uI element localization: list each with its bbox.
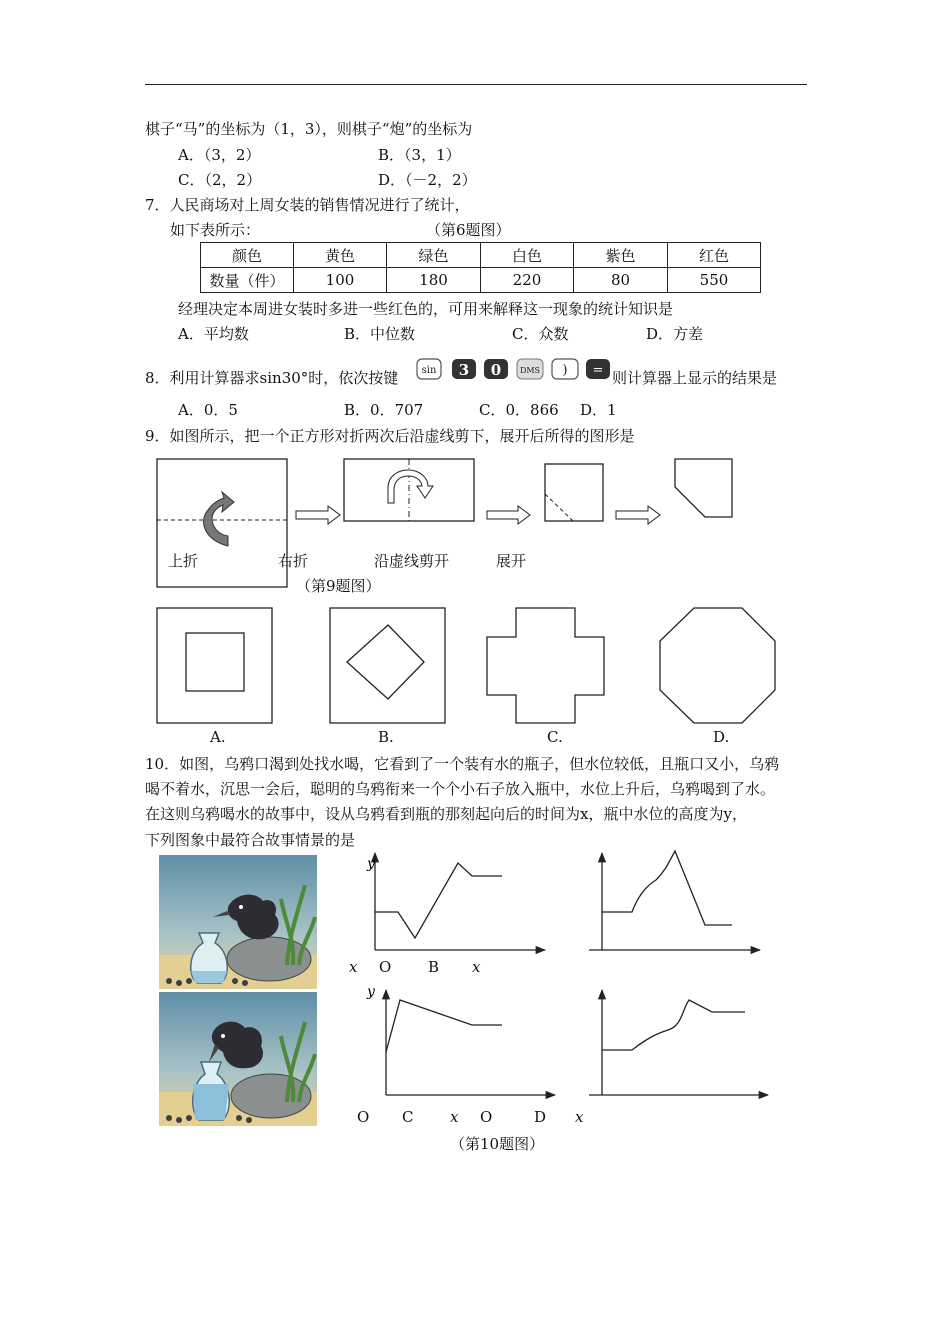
q9-stem: 9．如图所示，把一个正方形对折两次后沿虚线剪下，展开后所得的图形是: [145, 427, 635, 445]
graph-axis-label: B: [428, 958, 440, 976]
table-cell: 550: [668, 268, 761, 293]
table-cell: 80: [574, 268, 668, 293]
table-cell: 220: [481, 268, 574, 293]
graph-2: [589, 851, 760, 950]
table-cell: 颜色: [201, 243, 294, 268]
q7-intro: 如下表所示：: [170, 221, 261, 239]
table-cell: 白色: [481, 243, 574, 268]
key-label: DMS: [519, 366, 541, 375]
key-label: 3: [458, 361, 470, 379]
table-cell: 紫色: [574, 243, 668, 268]
q8-option-c: C．0．866: [479, 401, 559, 419]
option-label: D.: [713, 728, 730, 746]
y-axis-label: y: [367, 856, 375, 872]
q10-line-1: 10．如图，乌鸦口渴到处找水喝，它看到了一个装有水的瓶子，但水位较低，且瓶口又小，乌鸦: [145, 755, 780, 773]
fold-step-label: 沿虚线剪开: [374, 552, 450, 570]
q6-option-a: A．（3，2）: [178, 146, 261, 164]
q7-stem: 7．人民商场对上周女装的销售情况进行了统计，: [145, 196, 470, 214]
graph-axis-label: x: [450, 1108, 459, 1126]
q7-option-d: D．方差: [646, 325, 704, 343]
graph-3: [366, 984, 555, 1095]
q6-option-c: C．（2，2）: [178, 171, 262, 189]
q7-option-b: B．中位数: [344, 325, 416, 343]
q7-figure-caption: （第6题图）: [426, 221, 511, 239]
graph-axis-label: C: [402, 1108, 414, 1126]
key-label: sin: [421, 365, 437, 376]
graph-curve: [602, 851, 732, 925]
graph-curve: [602, 1000, 745, 1050]
q10-line-4: 下列图象中最符合故事情景的是: [145, 831, 356, 849]
table-cell: 180: [387, 268, 481, 293]
q8-option-d: D．1: [580, 401, 617, 419]
graph-axis-label: x: [349, 958, 358, 976]
graph-curve: [386, 1000, 502, 1052]
key-label: =: [592, 363, 604, 378]
fold-step-label: 右折: [278, 552, 309, 570]
table-cell: 绿色: [387, 243, 481, 268]
q6-stem: 棋子“马”的坐标为（1，3），则棋子“炮”的坐标为: [145, 120, 473, 138]
table-cell: 数量（件）: [201, 268, 294, 293]
q6-option-d: D．（－2，2）: [378, 171, 477, 189]
graph-axis-label: x: [575, 1108, 584, 1126]
q10-figure-caption: （第10题图）: [450, 1135, 545, 1153]
graph-axis-label: O: [357, 1108, 370, 1126]
key-label: ): [562, 363, 568, 378]
q9-figure-caption: （第9题图）: [296, 577, 381, 595]
q10-line-3: 在这则乌鸦喝水的故事中，设从乌鸦看到瓶的那刻起向后的时间为x，瓶中水位的高度为y，: [145, 805, 747, 823]
table-cell: 红色: [668, 243, 761, 268]
fold-step-label: 上折: [168, 552, 199, 570]
q8-option-b: B．0．707: [344, 401, 424, 419]
q10-line-2: 喝不着水，沉思一会后，聪明的乌鸦衔来一个个小石子放入瓶中，水位上升后，乌鸦喝到了水。: [145, 780, 776, 798]
fold-step-label: 展开: [496, 552, 527, 570]
q7-option-a: A．平均数: [178, 325, 249, 343]
graph-curve: [375, 863, 502, 938]
option-label: B.: [378, 728, 394, 746]
graph-axis-label: O: [379, 958, 392, 976]
graph-axis-label: x: [472, 958, 481, 976]
key-label: 0: [490, 361, 502, 379]
q8-option-a: A．0．5: [178, 401, 238, 419]
q6-option-b: B．（3，1）: [378, 146, 461, 164]
q8-stem: 8．利用计算器求sin30°时，依次按键: [145, 369, 399, 387]
graph-4: [589, 990, 768, 1095]
option-label: A.: [210, 728, 226, 746]
y-axis-label: y: [367, 984, 375, 1000]
graph-axis-label: D: [534, 1108, 547, 1126]
option-label: C.: [547, 728, 563, 746]
q8-stem-tail: 则计算器上显示的结果是: [612, 369, 778, 387]
q7-option-c: C．众数: [512, 325, 569, 343]
q7-question: 经理决定本周进女装时多进一些红色的，可用来解释这一现象的统计知识是: [178, 300, 674, 318]
table-cell: 黄色: [294, 243, 387, 268]
graph-axis-label: O: [480, 1108, 493, 1126]
graph-1: [366, 853, 545, 950]
table-cell: 100: [294, 268, 387, 293]
